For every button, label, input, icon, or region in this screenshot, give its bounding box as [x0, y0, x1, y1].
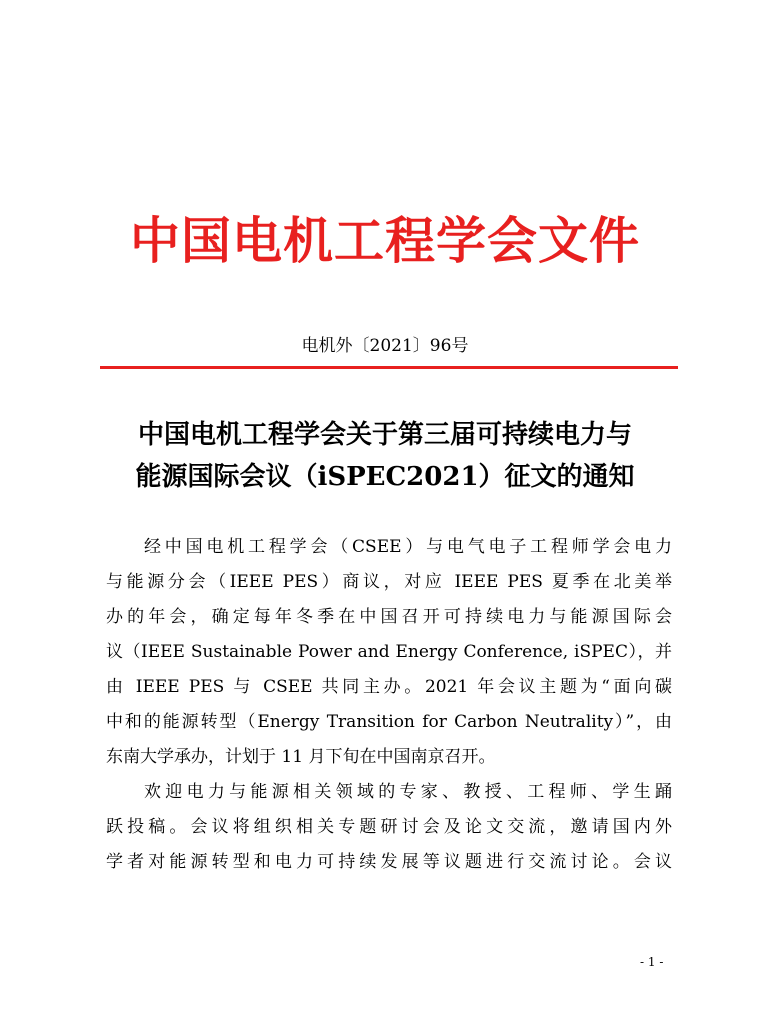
notice-title-line-2: 能源国际会议（iSPEC2021）征文的通知 [135, 462, 635, 492]
body-line: 中和的能源转型（Energy Transition for Carbon Neutrality）”，由 [106, 712, 672, 732]
body-line: 东南大学承办，计划于 11 月下旬在中国南京召开。 [106, 747, 496, 767]
body-text [106, 530, 672, 880]
document-number: 电机外〔2021〕96号 [301, 336, 469, 356]
body-line: 学者对能源转型和电力可持续发展等议题进行交流讨论。会议 [106, 852, 672, 872]
body-line: 议（IEEE Sustainable Power and Energy Conference, iSPEC），并 [106, 642, 672, 662]
page-number: - 1 - [640, 955, 664, 969]
body-line: 经中国电机工程学会（CSEE）与电气电子工程师学会电力 [144, 537, 672, 557]
body-line: 由 IEEE PES 与 CSEE 共同主办。2021 年会议主题为“面向碳 [106, 677, 672, 697]
notice-title-line-1: 中国电机工程学会关于第三届可持续电力与 [137, 420, 632, 450]
notice-title [0, 414, 770, 498]
red-divider-rule [100, 366, 678, 369]
body-line: 跃投稿。会议将组织相关专题研讨会及论文交流，邀请国内外 [106, 817, 672, 837]
organization-header-title: 中国电机工程学会文件 [130, 211, 640, 270]
body-line: 与能源分会（IEEE PES）商议，对应 IEEE PES 夏季在北美举 [106, 572, 672, 592]
body-line: 欢迎电力与能源相关领域的专家、教授、工程师、学生踊 [144, 782, 672, 802]
body-line: 办的年会，确定每年冬季在中国召开可持续电力与能源国际会 [106, 607, 672, 627]
